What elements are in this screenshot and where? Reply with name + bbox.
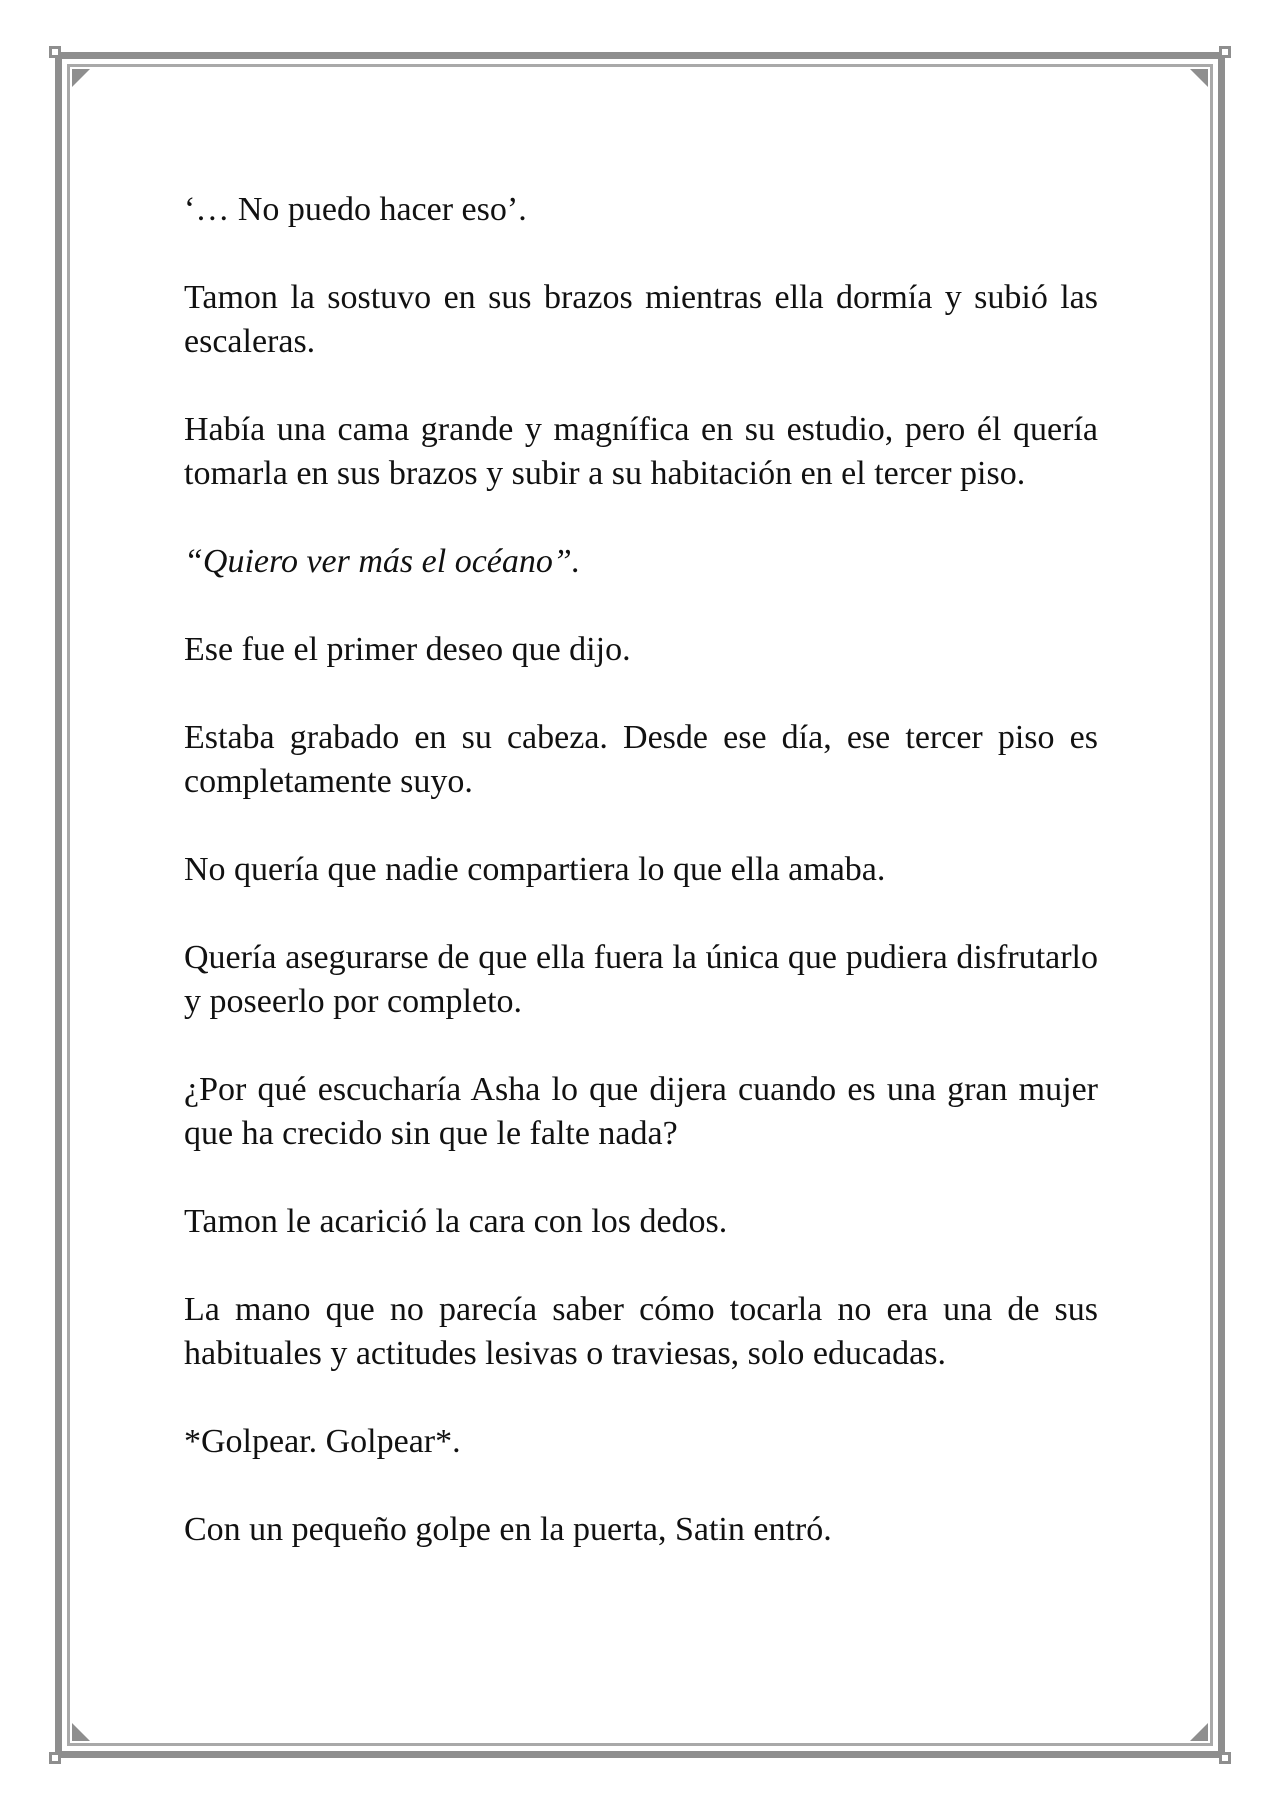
- paragraph: Tamon le acarició la cara con los dedos.: [184, 1203, 728, 1240]
- frame-corner-ornament-bottom-right: [1190, 1723, 1208, 1741]
- paragraph: La mano que no parecía saber cómo tocarla no era una de sus habituales y actitudes lesivas o traviesas, solo educadas.: [184, 1291, 1098, 1372]
- paragraph: Estaba grabado en su cabeza. Desde ese día, ese tercer piso es completamente suyo.: [184, 719, 1098, 800]
- paragraph: Con un pequeño golpe en la puerta, Satin entró.: [184, 1511, 832, 1548]
- frame-corner-square-top-left: [49, 46, 61, 58]
- paragraph: Ese fue el primer deseo que dijo.: [184, 631, 631, 668]
- frame-corner-square-bottom-right: [1219, 1752, 1231, 1764]
- page-body-text: [184, 188, 1098, 1596]
- frame-corner-square-top-right: [1219, 46, 1231, 58]
- frame-corner-square-bottom-left: [49, 1752, 61, 1764]
- paragraph: No quería que nadie compartiera lo que ella amaba.: [184, 851, 886, 888]
- paragraph: *Golpear. Golpear*.: [184, 1423, 461, 1460]
- frame-corner-ornament-top-right: [1190, 69, 1208, 87]
- frame-corner-ornament-bottom-left: [72, 1723, 90, 1741]
- paragraph-quote: “Quiero ver más el océano”.: [184, 543, 581, 580]
- paragraph: Quería asegurarse de que ella fuera la única que pudiera disfrutarlo y poseerlo por completo.: [184, 939, 1098, 1020]
- paragraph: ¿Por qué escucharía Asha lo que dijera cuando es una gran mujer que ha crecido sin que le falte nada?: [184, 1071, 1098, 1152]
- paragraph: Tamon la sostuvo en sus brazos mientras ella dormía y subió las escaleras.: [184, 279, 1098, 360]
- paragraph: ‘… No puedo hacer eso’.: [184, 191, 527, 228]
- frame-corner-ornament-top-left: [72, 69, 90, 87]
- paragraph: Había una cama grande y magnífica en su estudio, pero él quería tomarla en sus brazos y subir a su habitación en el tercer piso.: [184, 411, 1098, 492]
